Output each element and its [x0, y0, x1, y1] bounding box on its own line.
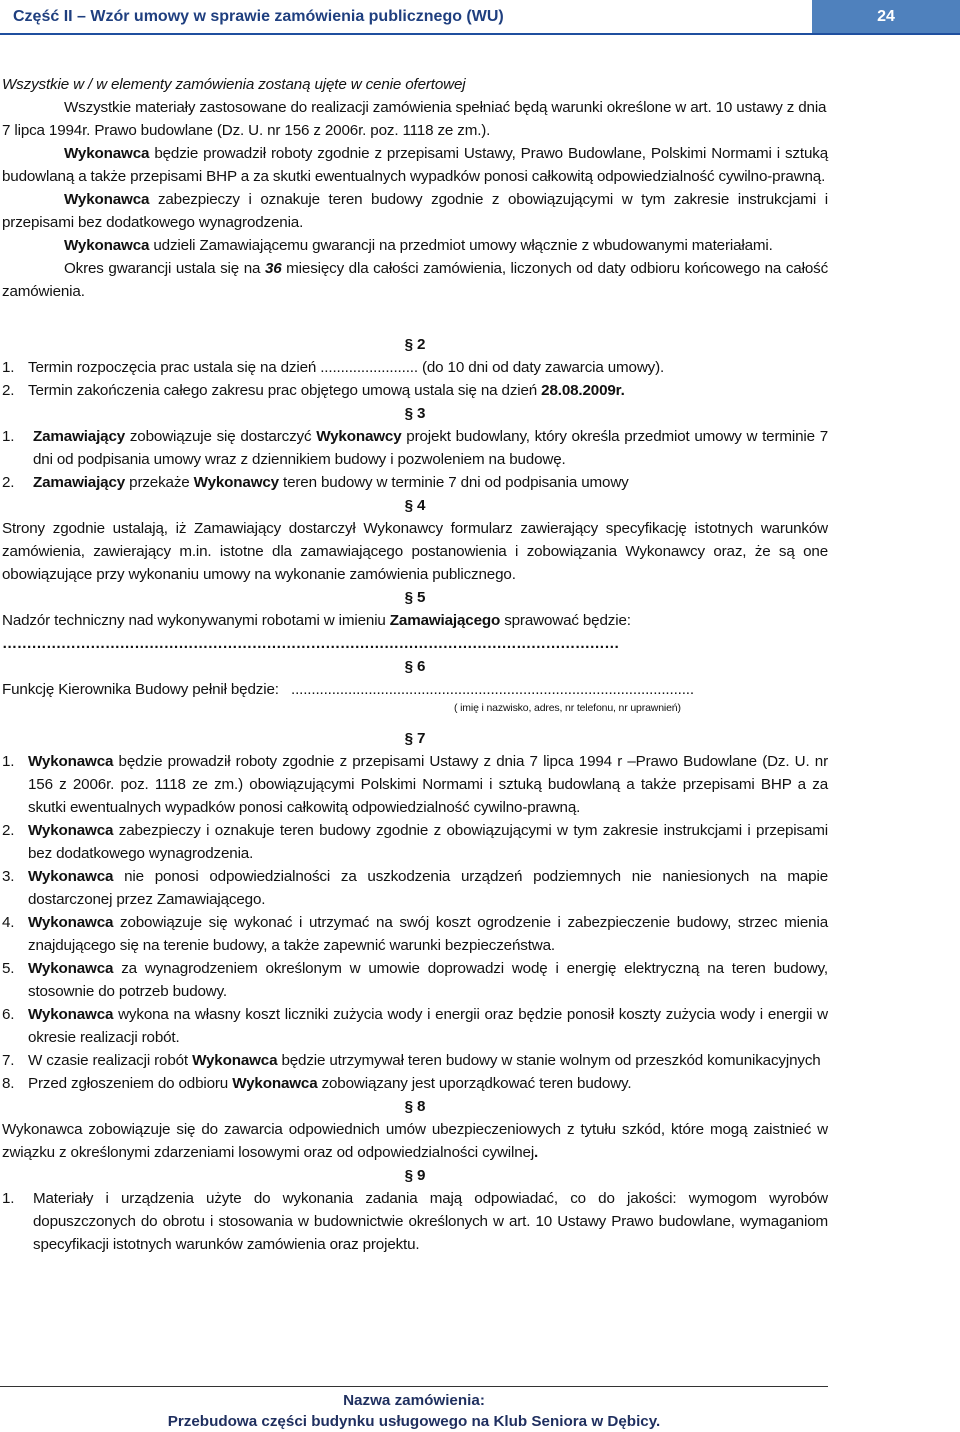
section-heading-3: § 3	[404, 405, 426, 422]
list-item: 4. Wykonawca zobowiązuje się wykonać i utrzymać na swój koszt ogrodzenie i zabezpieczenie budowy, strzec mienia znajdującego się na terenie budowy, a także zapewnić warunki bezpieczeństwa.	[2, 914, 828, 954]
list-item: 1. Termin rozpoczęcia prac ustala się na dzień ........................ (do 10 dni od daty zawarcia umowy).	[2, 359, 665, 376]
section-heading-6: § 6	[404, 658, 426, 675]
header-divider	[0, 33, 960, 35]
footer-order-name: Przebudowa części budynku usługowego na Klub Seniora w Dębicy.	[167, 1413, 661, 1430]
list-item: 1. Zamawiający zobowiązuje się dostarczyć Wykonawcy projekt budowlany, który określa przedmiot umowy w terminie 7 dni od podpisania umowy wraz z dziennikiem budowy i pozwoleniem na budowę.	[2, 428, 828, 468]
section-heading-5: § 5	[404, 589, 426, 606]
materials-paragraph: Wszystkie materiały zastosowane do realizacji zamówienia spełniać będą warunki określone w art. 10 ustawy z dnia 7 lipca 1994r. Prawo budowlane (Dz. U. nr 156 z 2006r. poz. 1118 ze zm.).	[2, 99, 827, 139]
list-item: 2. Termin zakończenia całego zakresu prac objętego umową ustala się na dzień 28.08.2009r.	[2, 382, 625, 399]
section-heading-2: § 2	[404, 336, 426, 353]
site-manager-note: ( imię i nazwisko, adres, nr telefonu, nr uprawnień)	[454, 702, 681, 714]
footer-label: Nazwa zamówienia:	[343, 1392, 485, 1409]
list-item: 8. Przed zgłoszeniem do odbioru Wykonawca zobowiązany jest uporządkować teren budowy.	[2, 1075, 632, 1092]
italic-note: Wszystkie w / w elementy zamówienia zostaną ujęte w cenie ofertowej	[2, 76, 466, 93]
list-item: 3. Wykonawca nie ponosi odpowiedzialności za uszkodzenia urządzeń podziemnych nie naniesionych na mapie dostarczonej przez Zamawiającego.	[2, 868, 828, 908]
list-item: 5. Wykonawca za wynagrodzeniem określonym w umowie doprowadzi wodę i energię elektryczną na teren budowy, stosownie do potrzeb budowy.	[2, 960, 828, 1000]
page-number-badge: 24	[812, 0, 960, 33]
section-5-text: Nadzór techniczny nad wykonywanymi robotami w imieniu Zamawiającego sprawować będzie:	[2, 612, 631, 629]
page-footer	[0, 1390, 828, 1432]
footer-divider	[0, 1386, 828, 1387]
page-header	[0, 0, 960, 34]
fill-in-dots: ………………………………………………………………………………………………………………	[2, 635, 619, 652]
list-item: 2. Zamawiający przekaże Wykonawcy teren budowy w terminie 7 dni od podpisania umowy	[2, 474, 629, 491]
list-item: 1. Wykonawca będzie prowadził roboty zgodnie z przepisami Ustawy z dnia 7 lipca 1994 r –Prawo Budowlane (Dz. U. nr 156 z 2006r. poz. 1118 ze zm.) obowiązującymi Polskimi Normami i sztuką budowlaną a także przepisami BHP a za skutki ewentualnych wypadków ponosi całkowitą odpowiedzialność cywilno-prawną.	[2, 753, 828, 816]
warranty-paragraph: Okres gwarancji ustala się na 36 miesięcy dla całości zamówienia, liczonych od daty odbioru końcowego na całość zamówienia.	[2, 260, 829, 300]
section-4-text: Strony zgodnie ustalają, iż Zamawiający dostarczył Wykonawcy formularz zawierający specyfikację istotnych warunków zamówienia, zawierający m.in. istotne dla zamawiającego postanowienia i zobowiązania Wykonawcy oraz, że są one obowiązujące przy wykonaniu umowy na wykonanie zamówienia publicznego.	[2, 520, 828, 583]
document-title: Część II – Wzór umowy w sprawie zamówienia publicznego (WU)	[13, 8, 504, 25]
contractor-paragraph-1: Wykonawca będzie prowadził roboty zgodnie z przepisami Ustawy, Prawo Budowlane, Polskimi Normami i sztuką budowlaną a także przepisami BHP a za skutki ewentualnych wypadków ponosi całkowitą odpowiedzialność cywilno-prawną.	[2, 145, 828, 185]
section-heading-9: § 9	[404, 1167, 426, 1184]
section-heading-8: § 8	[404, 1098, 426, 1115]
list-item: 6. Wykonawca wykona na własny koszt liczniki zużycia wody i energii oraz będzie ponosił koszty zużycia wody i energii w okresie realizacji robót.	[2, 1006, 828, 1046]
section-heading-4: § 4	[404, 497, 426, 514]
contractor-paragraph-3: Wykonawca udzieli Zamawiającemu gwarancji na przedmiot umowy włącznie z wbudowanymi materiałami.	[64, 237, 773, 254]
site-manager-line: Funkcję Kierownika Budowy pełnił będzie: ...................................................................................................	[2, 681, 694, 698]
document-body	[2, 73, 828, 1256]
contractor-paragraph-2: Wykonawca zabezpieczy i oznakuje teren budowy zgodnie z obowiązującymi w tym zakresie instrukcjami i przepisami bez dodatkowego wynagrodzenia.	[2, 191, 828, 231]
list-item: 1. Materiały i urządzenia użyte do wykonania zadania mają odpowiadać, co do jakości: wymogom wyrobów dopuszczonych do obrotu i stosowania w budownictwie określonych w art. 10 Ustawy Prawo budowlane, wymaganiom specyfikacji istotnych warunków zamówienia oraz projektu.	[2, 1190, 828, 1253]
section-8-text: Wykonawca zobowiązuje się do zawarcia odpowiednich umów ubezpieczeniowych z tytułu szkód, które mogą zaistnieć w związku z określonymi zdarzeniami losowymi oraz od odpowiedzialności cywilnej.	[2, 1121, 828, 1161]
section-heading-7: § 7	[404, 730, 426, 747]
list-item: 7. W czasie realizacji robót Wykonawca będzie utrzymywał teren budowy w stanie wolnym od przeszkód komunikacyjnych	[2, 1052, 821, 1069]
list-item: 2. Wykonawca zabezpieczy i oznakuje teren budowy zgodnie z obowiązującymi w tym zakresie instrukcjami i przepisami bez dodatkowego wynagrodzenia.	[2, 822, 828, 862]
